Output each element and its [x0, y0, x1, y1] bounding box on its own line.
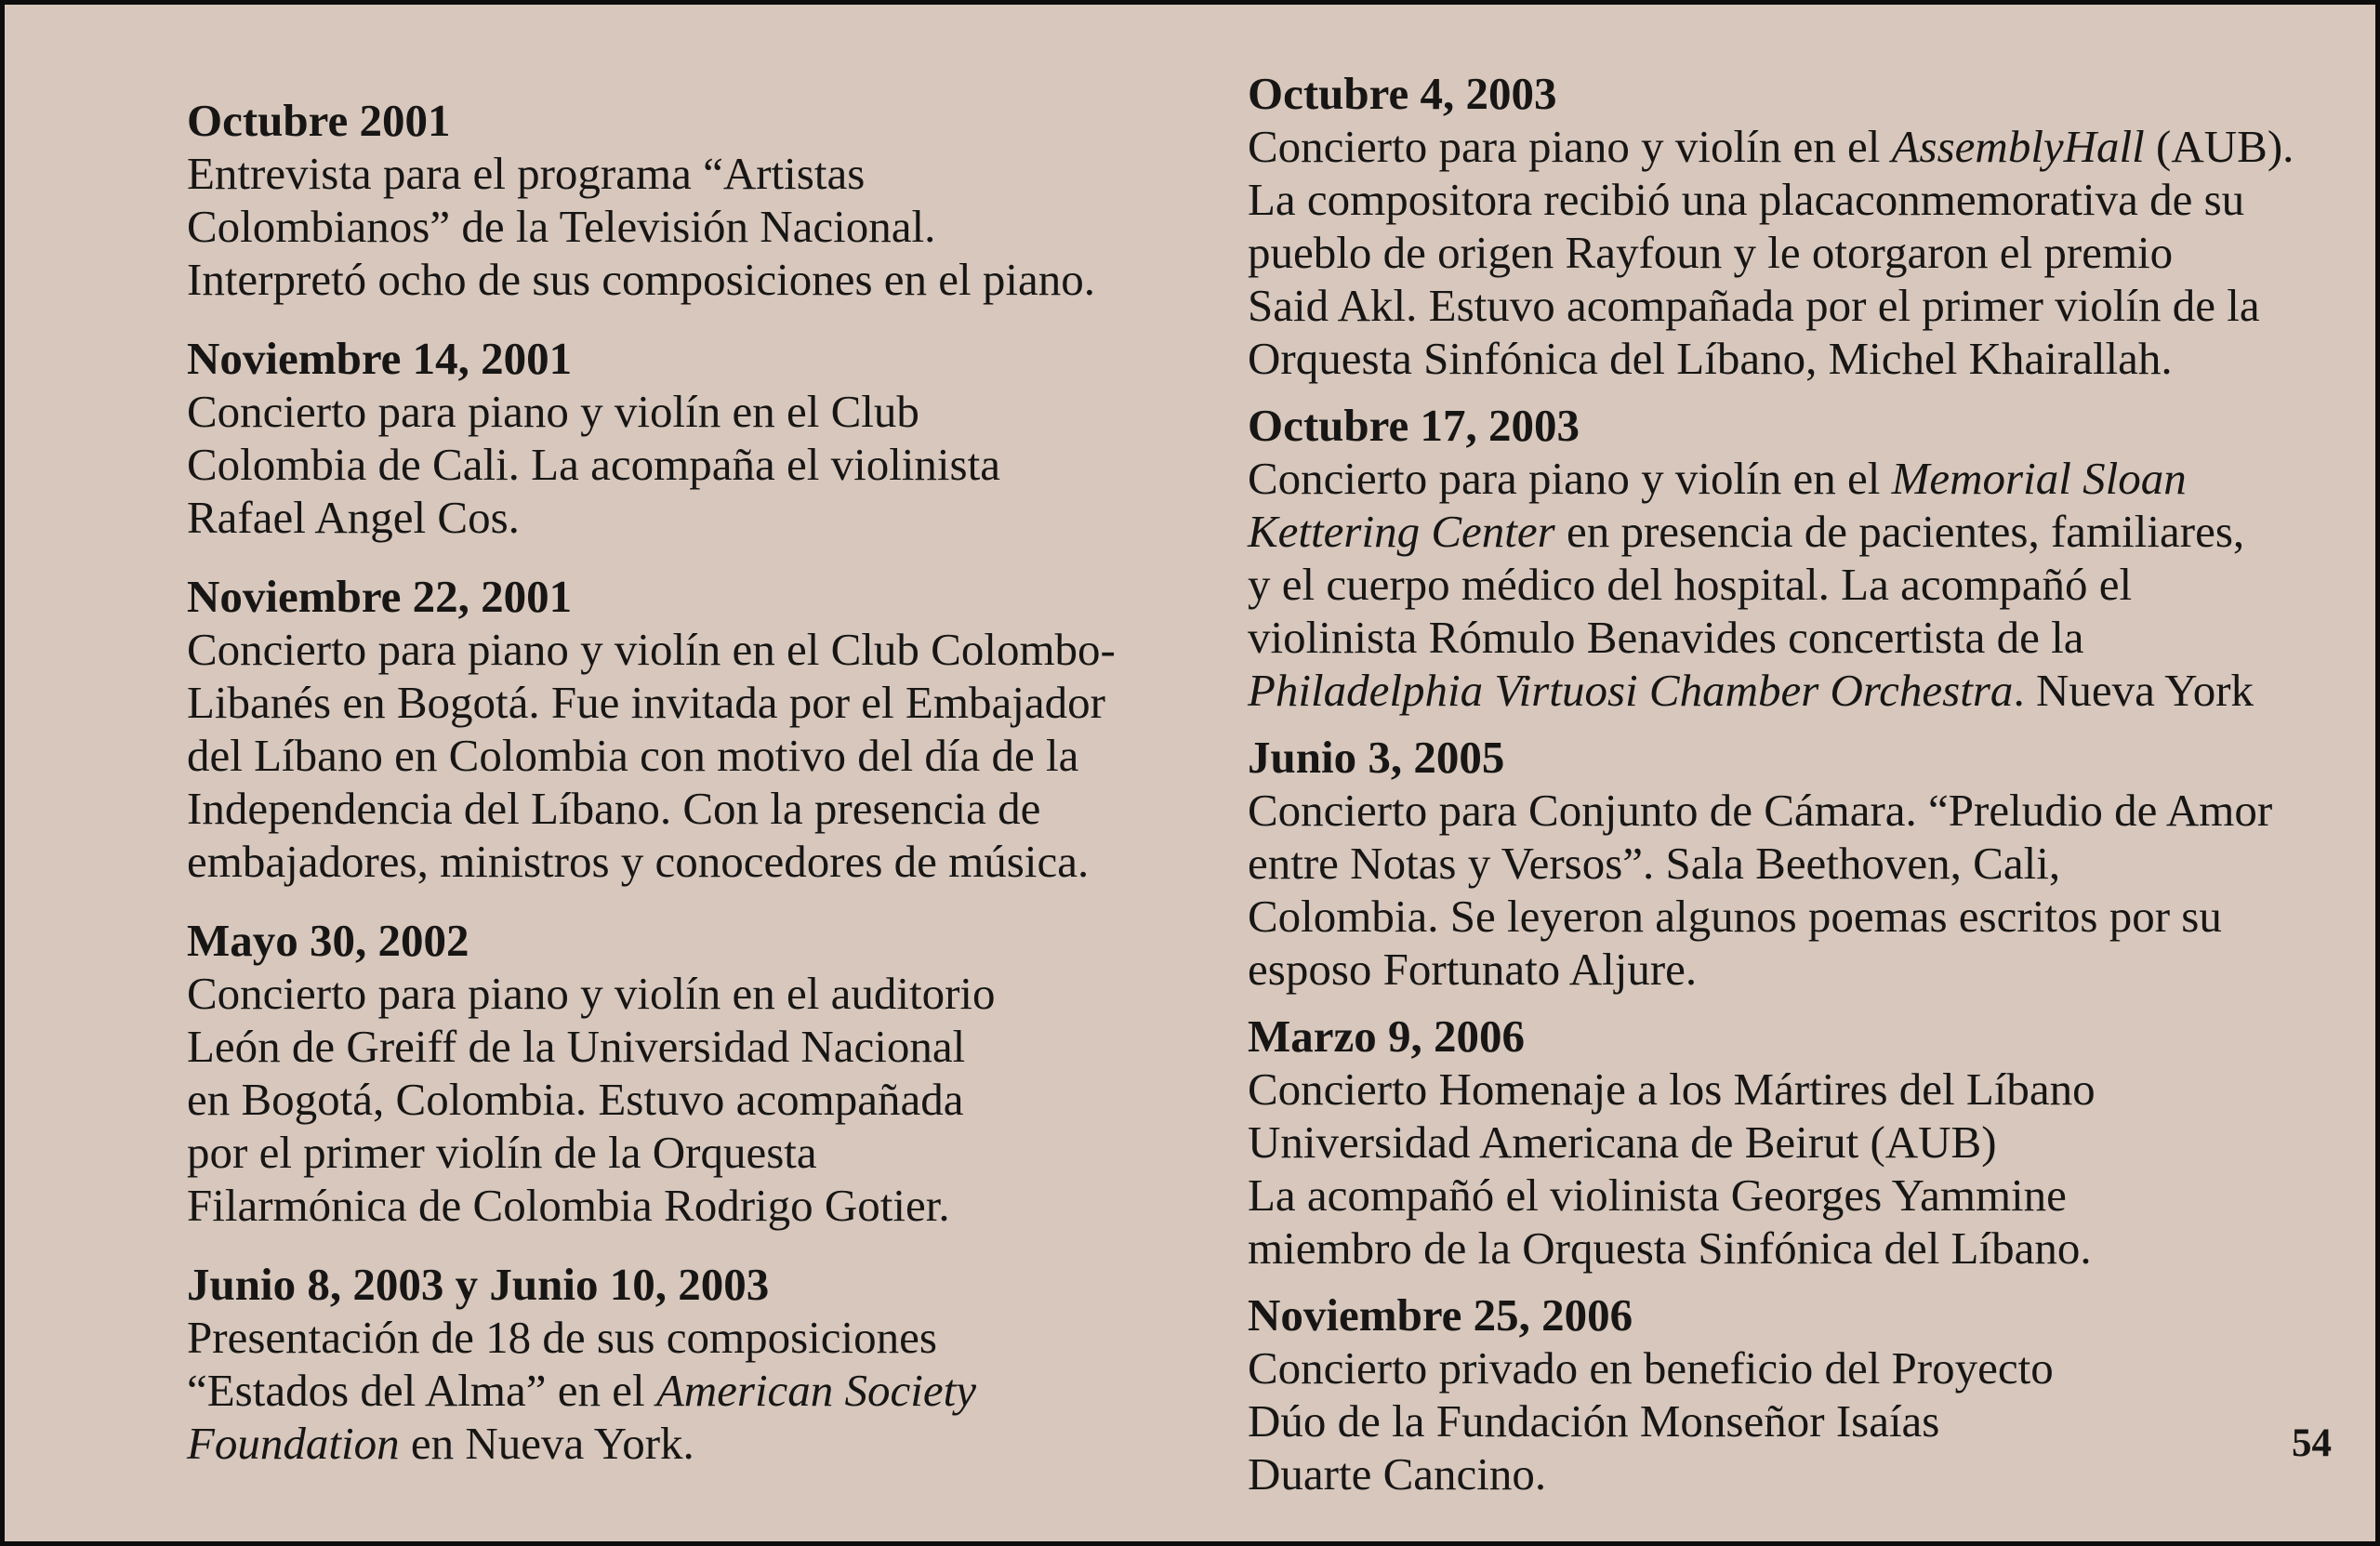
entry-text-line — [187, 835, 1200, 888]
entry-date-heading: Marzo 9, 2006 — [1248, 1011, 1525, 1062]
timeline-entry — [187, 94, 1200, 306]
entry-text: miembro de la Orquesta Sinfónica del Líbano. — [1248, 1222, 2092, 1274]
entry-date-heading: Octubre 2001 — [187, 95, 451, 146]
timeline-entry — [187, 332, 1200, 544]
entry-date-heading: Noviembre 14, 2001 — [187, 333, 573, 384]
entry-text-line — [187, 967, 1200, 1020]
entry-text-line — [1248, 611, 2335, 664]
entry-text: Colombia de Cali. La acompaña el violinista — [187, 439, 1000, 490]
entry-date-heading: Junio 3, 2005 — [1248, 732, 1505, 783]
entry-date-heading: Octubre 4, 2003 — [1248, 68, 1557, 119]
entry-text-line — [187, 147, 1200, 200]
entry-text-line — [1248, 943, 2335, 996]
entry-text: Concierto para piano y violín en el — [1248, 453, 1892, 504]
entry-text: Universidad Americana de Beirut (AUB) — [1248, 1117, 1997, 1168]
entry-text: León de Greiff de la Universidad Nacional — [187, 1021, 966, 1072]
entry-text: Colombia. Se leyeron algunos poemas escritos por su — [1248, 891, 2222, 942]
entry-date-heading: Noviembre 25, 2006 — [1248, 1289, 1633, 1341]
entry-text: Interpretó ocho de sus composiciones en el piano. — [187, 254, 1096, 305]
entry-text-line — [1248, 173, 2335, 226]
entry-text: por el primer violín de la Orquesta — [187, 1127, 817, 1178]
entry-text-line — [1248, 279, 2335, 332]
entry-text: Concierto para Conjunto de Cámara. “Preludio de Amor — [1248, 785, 2273, 836]
timeline-column-right — [1248, 67, 2335, 1500]
entry-text-italic: Foundation — [187, 1418, 400, 1469]
entry-text-line — [1248, 1063, 2335, 1116]
entry-text: Concierto para piano y violín en el — [1248, 121, 1892, 172]
entry-text: y el cuerpo médico del hospital. La acompañó el — [1248, 559, 2133, 610]
entry-date-heading: Octubre 17, 2003 — [1248, 400, 1580, 451]
entry-text: La acompañó el violinista Georges Yammine — [1248, 1169, 2067, 1221]
entry-text-line — [1248, 505, 2335, 558]
entry-text-italic: Memorial Sloan — [1891, 453, 2187, 504]
entry-text: pueblo de origen Rayfoun y le otorgaron el premio — [1248, 227, 2174, 278]
timeline-entry — [187, 914, 1200, 1232]
entry-text-line — [187, 729, 1200, 782]
entry-text-line — [187, 782, 1200, 835]
timeline-entry — [1248, 67, 2335, 385]
entry-text: (AUB). — [2144, 121, 2294, 172]
entry-text: Concierto para piano y violín en el auditorio — [187, 968, 996, 1019]
page-number: 54 — [2292, 1421, 2332, 1465]
entry-text: Independencia del Líbano. Con la presencia de — [187, 783, 1041, 834]
entry-text: embajadores, ministros y conocedores de música. — [187, 836, 1090, 887]
entry-text-line — [1248, 1222, 2335, 1275]
entry-text: Presentación de 18 de sus composiciones — [187, 1312, 937, 1363]
timeline-entry — [187, 570, 1200, 888]
entry-text-line — [1248, 1169, 2335, 1222]
entry-text-italic: American Society — [655, 1365, 977, 1416]
entry-text-line — [1248, 120, 2335, 173]
entry-date-heading: Junio 8, 2003 y Junio 10, 2003 — [187, 1259, 770, 1310]
entry-text: Libanés en Bogotá. Fue invitada por el Embajador — [187, 677, 1105, 728]
entry-text: Duarte Cancino. — [1248, 1448, 1547, 1500]
timeline-column-left — [187, 94, 1200, 1470]
entry-text-line — [187, 491, 1200, 544]
entry-text: Concierto para piano y violín en el Club — [187, 386, 919, 437]
entry-text-line — [187, 676, 1200, 729]
timeline-entry — [1248, 399, 2335, 717]
entry-text: Orquesta Sinfónica del Líbano, Michel Khairallah. — [1248, 333, 2173, 384]
entry-text-line — [187, 1311, 1200, 1364]
entry-text: Said Akl. Estuvo acompañada por el primer violín de la — [1248, 280, 2260, 331]
entry-text: Dúo de la Fundación Monseñor Isaías — [1248, 1395, 1940, 1447]
entry-text: Colombianos” de la Televisión Nacional. — [187, 201, 936, 252]
entry-text-line — [187, 1364, 1200, 1417]
entry-text: Entrevista para el programa “Artistas — [187, 148, 866, 199]
entry-text-line — [1248, 890, 2335, 943]
entry-text-line — [187, 1020, 1200, 1073]
entry-text-line — [1248, 1341, 2335, 1394]
entry-text: esposo Fortunato Aljure. — [1248, 944, 1698, 995]
entry-text-line — [1248, 558, 2335, 611]
entry-text-line — [1248, 452, 2335, 505]
entry-date-heading: Mayo 30, 2002 — [187, 915, 469, 966]
timeline-entry — [1248, 1288, 2335, 1500]
entry-text: en Nueva York. — [399, 1418, 694, 1469]
timeline-entry — [1248, 1010, 2335, 1275]
entry-text-line — [187, 200, 1200, 253]
entry-text: Rafael Angel Cos. — [187, 492, 520, 543]
entry-text: . Nueva York — [2013, 665, 2254, 716]
entry-text: “Estados del Alma” en el — [187, 1365, 656, 1416]
entry-text-line — [1248, 1394, 2335, 1447]
entry-text: en Bogotá, Colombia. Estuvo acompañada — [187, 1074, 964, 1125]
entry-text: La compositora recibió una placaconmemorativa de su — [1248, 174, 2245, 225]
entry-text-line — [1248, 332, 2335, 385]
entry-text-line — [1248, 664, 2335, 717]
timeline-entry — [1248, 731, 2335, 996]
entry-text-line — [187, 253, 1200, 306]
entry-text-line — [1248, 226, 2335, 279]
entry-text-line — [1248, 1116, 2335, 1169]
entry-text-line — [187, 1179, 1200, 1232]
entry-text-line — [1248, 1447, 2335, 1500]
entry-text-line — [187, 1126, 1200, 1179]
entry-text: Concierto privado en beneficio del Proyecto — [1248, 1342, 2054, 1394]
entry-text-line — [187, 1073, 1200, 1126]
entry-text: en presencia de pacientes, familiares, — [1554, 506, 2245, 557]
entry-text-line — [187, 438, 1200, 491]
entry-text: Concierto Homenaje a los Mártires del Líbano — [1248, 1064, 2096, 1115]
entry-text-italic: Philadelphia Virtuosi Chamber Orchestra — [1248, 665, 2014, 716]
entry-date-heading: Noviembre 22, 2001 — [187, 571, 573, 622]
entry-text: Concierto para piano y violín en el Club Colombo- — [187, 624, 1116, 675]
entry-text: del Líbano en Colombia con motivo del día de la — [187, 730, 1079, 781]
entry-text-line — [1248, 784, 2335, 837]
timeline-entry — [187, 1258, 1200, 1470]
entry-text-line — [1248, 837, 2335, 890]
entry-text: violinista Rómulo Benavides concertista de la — [1248, 612, 2084, 663]
entry-text-line — [187, 623, 1200, 676]
entry-text: Filarmónica de Colombia Rodrigo Gotier. — [187, 1180, 950, 1231]
entry-text-italic: AssemblyHall — [1891, 121, 2145, 172]
entry-text-line — [187, 385, 1200, 438]
entry-text-line — [187, 1417, 1200, 1470]
entry-text: entre Notas y Versos”. Sala Beethoven, Cali, — [1248, 838, 2061, 889]
entry-text-italic: Kettering Center — [1248, 506, 1555, 557]
